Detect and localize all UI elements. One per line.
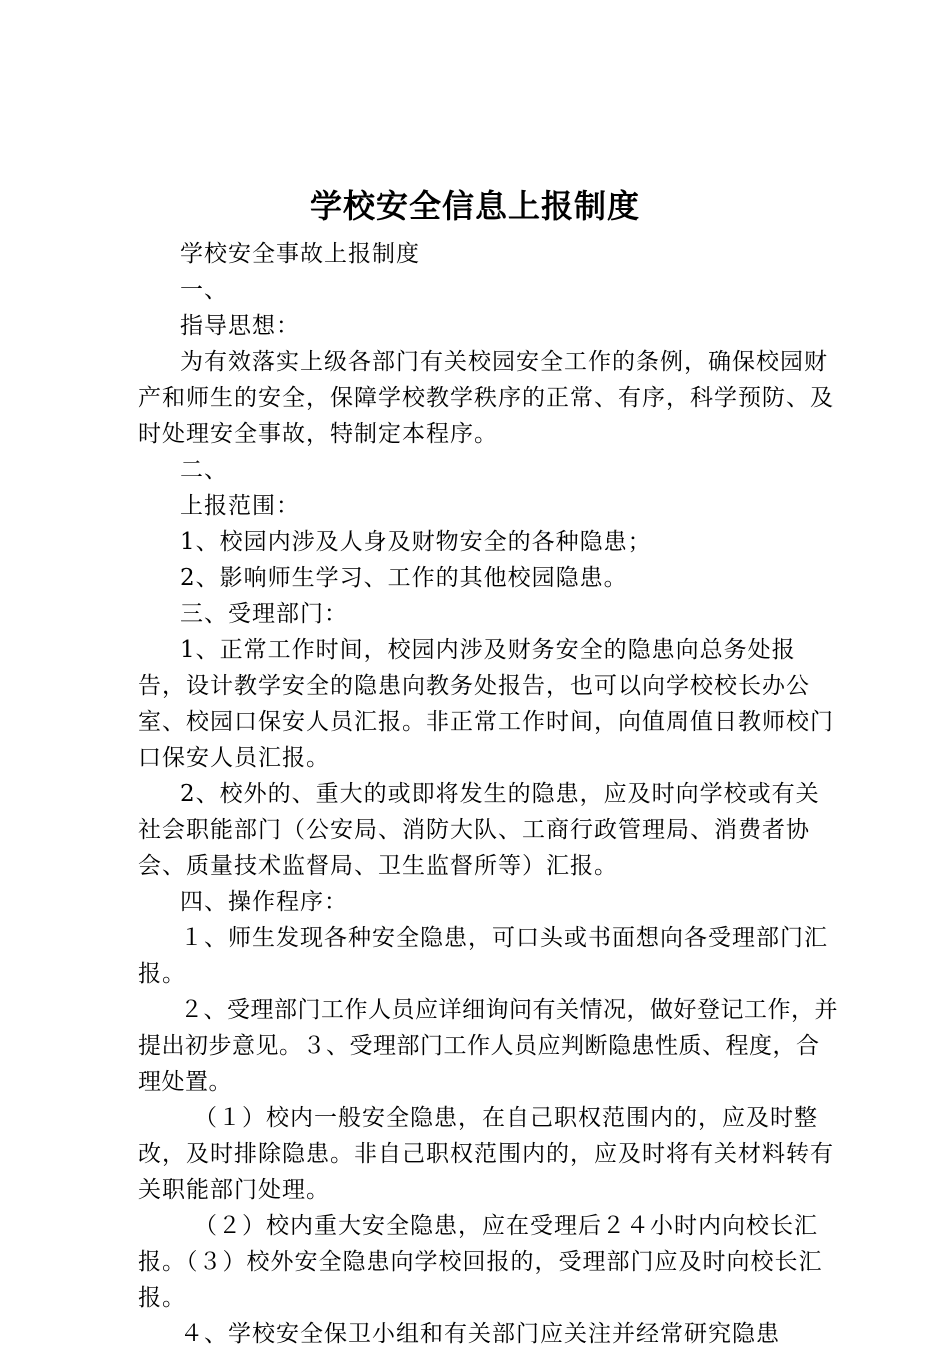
paragraph-procedure-item-4: ４、学校安全保卫小组和有关部门应关注并经常研究隐患 [180,1321,780,1347]
paragraph-procedure-sub-2-3: （２）校内重大安全隐患，应在受理后２４小时内向校长汇报。（３）校外安全隐患向学校回报的，受理部门应及时向校长汇报。 [138,1213,823,1311]
paragraph-section-4-heading: 四、操作程序： [180,889,348,915]
paragraph-procedure-item-1: １、师生发现各种安全隐患，可口头或书面想向各受理部门汇报。 [138,925,828,987]
paragraph-section-1-number: 一、 [180,277,228,303]
paragraph-section-1-heading: 指导思想： [180,313,300,339]
paragraph-subtitle: 学校安全事故上报制度 [180,241,420,267]
paragraph-section-3-heading: 三、受理部门： [180,601,348,627]
paragraph-department-item-1: 1、正常工作时间，校园内涉及财务安全的隐患向总务处报告，设计教学安全的隐患向教务处报告，也可以向学校校长办公室、校园口保安人员汇报。非正常工作时间，向值周值日教师校门口保安人员汇报。 [138,637,834,771]
paragraph-guiding-thought: 为有效落实上级各部门有关校园安全工作的条例，确保校园财产和师生的安全，保障学校教学秩序的正常、有序，科学预防、及时处理安全事故，特制定本程序。 [138,349,834,447]
document-title: 学校安全信息上报制度 [309,187,640,225]
document-body [138,236,838,1352]
paragraph-section-2-heading: 上报范围： [180,493,300,519]
paragraph-section-2-number: 二、 [180,457,228,483]
paragraph-procedure-sub-1: （１）校内一般安全隐患，在自己职权范围内的，应及时整改，及时排除隐患。非自己职权范围内的，应及时将有关材料转有关职能部门处理。 [138,1105,834,1203]
paragraph-department-item-2: 2、校外的、重大的或即将发生的隐患，应及时向学校或有关社会职能部门（公安局、消防大队、工商行政管理局、消费者协会、质量技术监督局、卫生监督所等）汇报。 [138,781,820,879]
paragraph-procedure-item-2-3: ２、受理部门工作人员应详细询问有关情况，做好登记工作，并提出初步意见。３、受理部门工作人员应判断隐患性质、程度，合理处置。 [138,997,838,1095]
paragraph-scope-item-2: 2、影响师生学习、工作的其他校园隐患。 [180,565,628,591]
paragraph-scope-item-1: 1、校园内涉及人身及财物安全的各种隐患； [180,529,652,555]
